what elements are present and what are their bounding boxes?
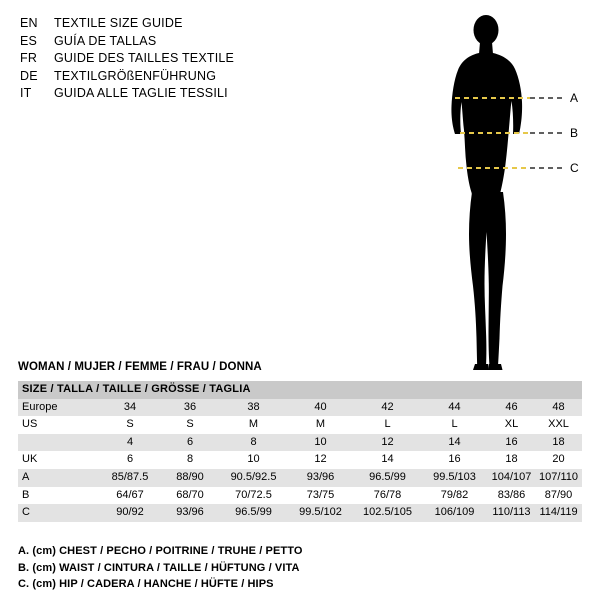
language-label: TEXTILE SIZE GUIDE xyxy=(54,16,183,30)
cell: 6 xyxy=(100,451,160,469)
row-label: UK xyxy=(18,451,100,469)
row-label: B xyxy=(18,487,100,505)
table-row xyxy=(18,434,582,452)
measurement-legend xyxy=(18,543,578,593)
table-header-row xyxy=(18,381,582,399)
cell: 14 xyxy=(421,434,488,452)
cell: 90.5/92.5 xyxy=(220,469,287,487)
language-code: IT xyxy=(20,86,32,100)
cell: 36 xyxy=(160,399,220,417)
language-code: EN xyxy=(20,16,38,30)
section-title: WOMAN / MUJER / FEMME / FRAU / DONNA xyxy=(18,361,262,373)
cell: 4 xyxy=(100,434,160,452)
cell: 10 xyxy=(287,434,354,452)
language-row-fr xyxy=(20,51,320,69)
legend-item-b: B. (cm) WAIST / CINTURA / TAILLE / HÜFTUNG / VITA xyxy=(18,561,300,574)
language-code: ES xyxy=(20,33,38,48)
cell: 46 xyxy=(488,399,535,417)
cell: 34 xyxy=(100,399,160,417)
cell: 96.5/99 xyxy=(354,469,421,487)
cell: 102.5/105 xyxy=(354,504,421,522)
cell: 99.5/103 xyxy=(421,469,488,487)
cell: 96.5/99 xyxy=(220,504,287,522)
row-label: US xyxy=(18,416,100,434)
cell: XXL xyxy=(535,416,582,434)
table-row xyxy=(18,416,582,434)
cell: 106/109 xyxy=(421,504,488,522)
cell: 87/90 xyxy=(535,487,582,505)
cell: 12 xyxy=(287,451,354,469)
table-header-label: SIZE / TALLA / TAILLE / GRÖSSE / TAGLIA xyxy=(18,381,582,399)
cell: 107/110 xyxy=(535,469,582,487)
cell: 18 xyxy=(488,451,535,469)
language-row-en xyxy=(20,16,320,34)
cell: 79/82 xyxy=(421,487,488,505)
row-label xyxy=(18,434,100,452)
cell: 73/75 xyxy=(287,487,354,505)
cell: 88/90 xyxy=(160,469,220,487)
body-figure xyxy=(420,8,595,373)
row-label: Europe xyxy=(18,399,100,417)
cell: 76/78 xyxy=(354,487,421,505)
cell: 104/107 xyxy=(488,469,535,487)
cell: 83/86 xyxy=(488,487,535,505)
table-row xyxy=(18,469,582,487)
language-label: GUIDE DES TAILLES TEXTILE xyxy=(54,51,235,65)
language-row-it xyxy=(20,86,320,104)
size-table xyxy=(18,381,582,522)
cell: 40 xyxy=(287,399,354,417)
language-label: TEXTILGRÖßENFÜHRUNG xyxy=(54,68,217,83)
cell: M xyxy=(287,416,354,434)
cell: S xyxy=(160,416,220,434)
language-row-es xyxy=(20,34,320,52)
measurement-lines xyxy=(420,8,595,373)
language-code: DE xyxy=(20,68,38,83)
language-label: GUÍA DE TALLAS xyxy=(54,33,157,48)
cell: 93/96 xyxy=(160,504,220,522)
language-row-de xyxy=(20,69,320,87)
language-code: FR xyxy=(20,51,38,65)
cell: 68/70 xyxy=(160,487,220,505)
table-row xyxy=(18,487,582,505)
row-label: C xyxy=(18,504,100,522)
cell: S xyxy=(100,416,160,434)
cell: 16 xyxy=(488,434,535,452)
cell: 85/87.5 xyxy=(100,469,160,487)
cell: XL xyxy=(488,416,535,434)
marker-label-a: A xyxy=(570,91,579,105)
cell: 110/113 xyxy=(488,504,535,522)
legend-item-c: C. (cm) HIP / CADERA / HANCHE / HÜFTE / HIPS xyxy=(18,578,274,590)
cell: 8 xyxy=(160,451,220,469)
cell: M xyxy=(220,416,287,434)
cell: L xyxy=(354,416,421,434)
cell: 38 xyxy=(220,399,287,417)
cell: 6 xyxy=(160,434,220,452)
cell: 8 xyxy=(220,434,287,452)
language-label: GUIDA ALLE TAGLIE TESSILI xyxy=(54,86,228,100)
cell: 44 xyxy=(421,399,488,417)
marker-label-c: C xyxy=(570,161,579,175)
marker-label-b: B xyxy=(570,126,579,140)
cell: L xyxy=(421,416,488,434)
table-row xyxy=(18,399,582,417)
row-label: A xyxy=(18,469,100,487)
cell: 14 xyxy=(354,451,421,469)
cell: 48 xyxy=(535,399,582,417)
cell: 16 xyxy=(421,451,488,469)
cell: 93/96 xyxy=(287,469,354,487)
cell: 90/92 xyxy=(100,504,160,522)
cell: 20 xyxy=(535,451,582,469)
cell: 114/119 xyxy=(535,504,582,522)
cell: 10 xyxy=(220,451,287,469)
cell: 18 xyxy=(535,434,582,452)
legend-item-a: A. (cm) CHEST / PECHO / POITRINE / TRUHE / PETTO xyxy=(18,545,303,557)
language-list xyxy=(20,16,320,104)
cell: 12 xyxy=(354,434,421,452)
cell: 64/67 xyxy=(100,487,160,505)
cell: 70/72.5 xyxy=(220,487,287,505)
table-row xyxy=(18,451,582,469)
cell: 42 xyxy=(354,399,421,417)
table-row xyxy=(18,504,582,522)
cell: 99.5/102 xyxy=(287,504,354,522)
